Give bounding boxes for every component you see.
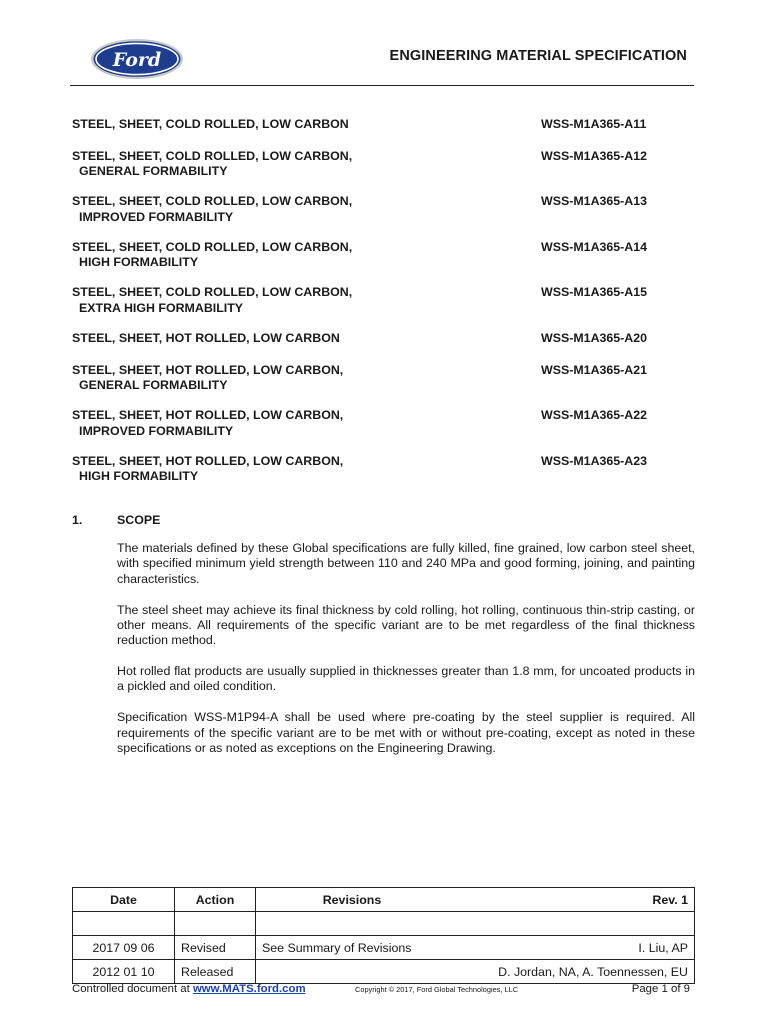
- cell-action: Revised: [175, 936, 256, 960]
- section-heading: [72, 513, 160, 527]
- scope-paragraph: Specification WSS-M1P94-A shall be used where pre-coating by the steel supplier is required. All requirements of the specific variant are to be met with or without pre-coating, except as noted in these specifications or as noted as exceptions on the Engineering Drawing.: [117, 710, 695, 756]
- spec-entry: [72, 331, 712, 363]
- spec-title: STEEL, SHEET, HOT ROLLED, LOW CARBON, GENERAL FORMABILITY: [72, 362, 344, 393]
- cell-revisions: [256, 960, 695, 984]
- spec-title: STEEL, SHEET, HOT ROLLED, LOW CARBON, IMPROVED FORMABILITY: [72, 408, 344, 438]
- spec-title: STEEL, SHEET, COLD ROLLED, LOW CARBON, GENERAL FORMABILITY: [72, 148, 353, 179]
- revision-author: D. Jordan, NA, A. Toennessen, EU: [498, 964, 688, 979]
- section-title: SCOPE: [117, 513, 161, 527]
- cell-date: 2012 01 10: [73, 960, 175, 984]
- spec-list: [72, 117, 712, 499]
- spec-code: WSS-M1A365-A12: [541, 148, 648, 163]
- page-number: Page 1 of 9: [631, 983, 690, 995]
- cell-date: 2017 09 06: [73, 936, 175, 960]
- spec-code: WSS-M1A365-A21: [541, 362, 648, 377]
- revision-author: I. Liu, AP: [638, 940, 688, 955]
- spec-entry: [72, 285, 712, 331]
- spec-code: WSS-M1A365-A11: [541, 117, 647, 131]
- spec-code: WSS-M1A365-A14: [541, 239, 648, 254]
- header-revisions: [256, 888, 695, 912]
- ford-logo: [90, 38, 184, 80]
- header-revisions-label: Revisions: [322, 892, 382, 907]
- spec-entry: [72, 363, 712, 409]
- header-date: Date: [73, 888, 175, 912]
- spec-entry: [72, 408, 712, 454]
- spec-title: STEEL, SHEET, COLD ROLLED, LOW CARBON, EXTRA HIGH FORMABILITY: [72, 285, 353, 315]
- spec-title: STEEL, SHEET, HOT ROLLED, LOW CARBON, HIGH FORMABILITY: [72, 453, 344, 484]
- section-number: 1.: [72, 513, 83, 527]
- spec-entry: [72, 194, 712, 240]
- spec-title: STEEL, SHEET, COLD ROLLED, LOW CARBON, IMPROVED FORMABILITY: [72, 194, 353, 224]
- scope-paragraph: The materials defined by these Global specifications are fully killed, fine grained, low carbon steel sheet, with specified minimum yield strength between 110 and 240 MPa and good forming, joining, and painting characteristics.: [117, 541, 695, 586]
- spec-title: STEEL, SHEET, COLD ROLLED, LOW CARBON, HIGH FORMABILITY: [72, 239, 353, 270]
- mats-link[interactable]: www.MATS.ford.com: [192, 983, 306, 995]
- page-footer: [72, 983, 690, 995]
- revision-table: [72, 887, 695, 984]
- spec-code: WSS-M1A365-A20: [541, 330, 648, 345]
- revision-header-row: [73, 888, 695, 912]
- header-rev-number: Rev. 1: [652, 892, 688, 907]
- cell-date: [73, 912, 175, 936]
- table-row: [73, 936, 695, 960]
- spec-entry: [72, 454, 712, 500]
- header-divider: [70, 85, 694, 86]
- spec-code: WSS-M1A365-A15: [541, 285, 648, 300]
- header-action: Action: [175, 888, 256, 912]
- spec-code: WSS-M1A365-A13: [541, 194, 648, 209]
- scope-body: [117, 541, 695, 772]
- table-row: [73, 960, 695, 984]
- revision-description: See Summary of Revisions: [262, 940, 412, 955]
- cell-revisions: [256, 936, 695, 960]
- table-row: [73, 912, 695, 936]
- spec-title: STEEL, SHEET, COLD ROLLED, LOW CARBON: [72, 117, 349, 131]
- scope-paragraph: Hot rolled flat products are usually supplied in thicknesses greater than 1.8 mm, for uncoated products in a pickled and oiled condition.: [117, 664, 695, 694]
- ford-logo-text: Ford: [112, 49, 162, 71]
- scope-paragraph: The steel sheet may achieve its final thickness by cold rolling, hot rolling, continuous thin-strip casting, or other means. All requirements of the specific variant are to be met regardless of the final thickness reduction method.: [117, 602, 695, 648]
- cell-action: [175, 912, 256, 936]
- copyright-text: Copyright © 2017, Ford Global Technologies, LLC: [355, 985, 519, 994]
- spec-entry: [72, 240, 712, 286]
- document-title: ENGINEERING MATERIAL SPECIFICATION: [389, 48, 687, 64]
- spec-entry: [72, 149, 712, 195]
- spec-entry: [72, 117, 712, 149]
- spec-title: STEEL, SHEET, HOT ROLLED, LOW CARBON: [72, 330, 340, 345]
- spec-code: WSS-M1A365-A23: [541, 453, 648, 468]
- controlled-doc-label: Controlled document at: [72, 983, 193, 995]
- cell-action: Released: [175, 960, 256, 984]
- spec-code: WSS-M1A365-A22: [541, 408, 648, 423]
- cell-revisions: [256, 912, 695, 936]
